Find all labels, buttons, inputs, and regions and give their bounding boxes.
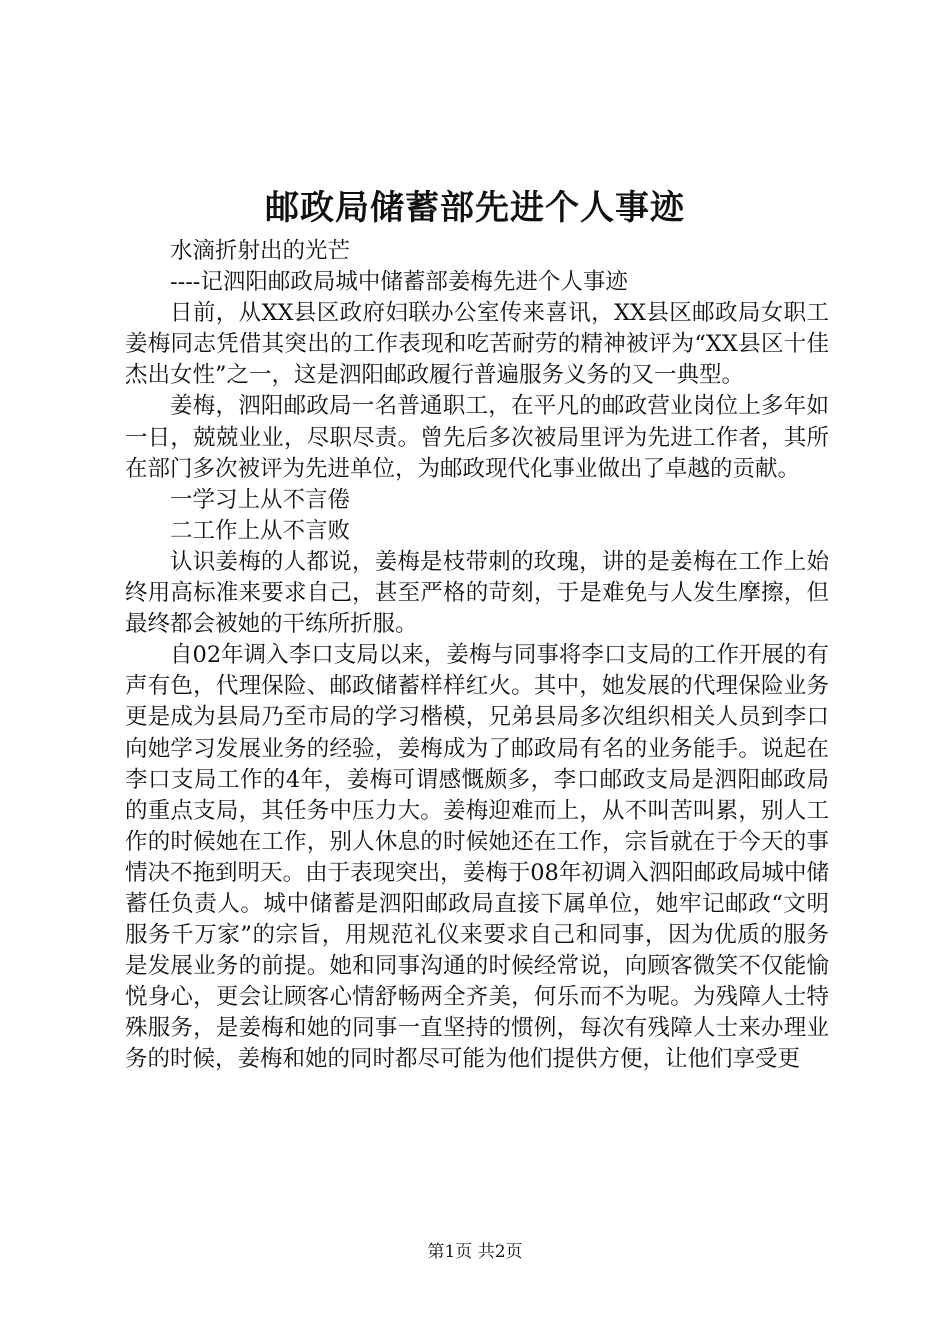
document-body — [125, 236, 829, 1076]
subtitle: 水滴折射出的光芒 — [170, 238, 351, 264]
paragraph: 自02年调入李口支局以来，姜梅与同事将李口支局的工作开展的有声有色，代理保险、邮政储蓄样样红火。其中，她发展的代理保险业务更是成为县局乃至市局的学习楷模，兄弟县局多次组织相关人员到李口向她学习发展业务的经验，姜梅成为了邮政局有名的业务能手。说起在李口支局工作的4年，姜梅可谓感慨颇多，李口邮政支局是泗阳邮政局的重点支局，其任务中压力大。姜梅迎难而上，从不叫苦叫累，别人工作的时候她在工作，别人休息的时候她还在工作，宗旨就在于今天的事情决不拖到明天。由于表现突出，姜梅于08年初调入泗阳邮政局城中储蓄任负责人。城中储蓄是泗阳邮政局直接下属单位，她牢记邮政“文明服务千万家”的宗旨，用规范礼仪来要求自己和同事，因为优质的服务是发展业务的前提。她和同事沟通的时候经常说，向顾客微笑不仅能愉悦身心，更会让顾客心情舒畅两全齐美，何乐而不为呢。为残障人士特殊服务，是姜梅和她的同事一直坚持的惯例，每次有残障人士来办理业务的时候，姜梅和她的同时都尽可能为他们提供方便，让他们享受更 — [125, 642, 829, 1073]
document-title: 邮政局储蓄部先进个人事迹 — [265, 188, 685, 228]
section-heading: 二工作上从不言败 — [170, 517, 351, 544]
section-heading: 一学习上从不言倦 — [170, 486, 351, 513]
paragraph: 认识姜梅的人都说，姜梅是枝带刺的玫瑰，讲的是姜梅在工作上始终用高标准来要求自己，甚至严格的苛刻，于是难免与人发生摩擦，但最终都会被她的干练所折服。 — [125, 548, 829, 638]
paragraph: 日前，从XX县区政府妇联办公室传来喜讯，XX县区邮政局女职工姜梅同志凭借其突出的工作表现和吃苦耐劳的精神被评为“XX县区十佳杰出女性”之一，这是泗阳邮政履行普遍服务义务的又一典型。 — [125, 300, 829, 389]
paragraph: 姜梅，泗阳邮政局一名普通职工，在平凡的邮政营业岗位上多年如一日，兢兢业业，尽职尽责。曾先后多次被局里评为先进工作者，其所在部门多次被评为先进单位，为邮政现代化事业做出了卓越的贡献。 — [125, 393, 829, 482]
subheading-byline: ----记泗阳邮政局城中储蓄部姜梅先进个人事迹 — [170, 269, 628, 296]
page-footer: 第1页 共2页 — [427, 1242, 523, 1262]
